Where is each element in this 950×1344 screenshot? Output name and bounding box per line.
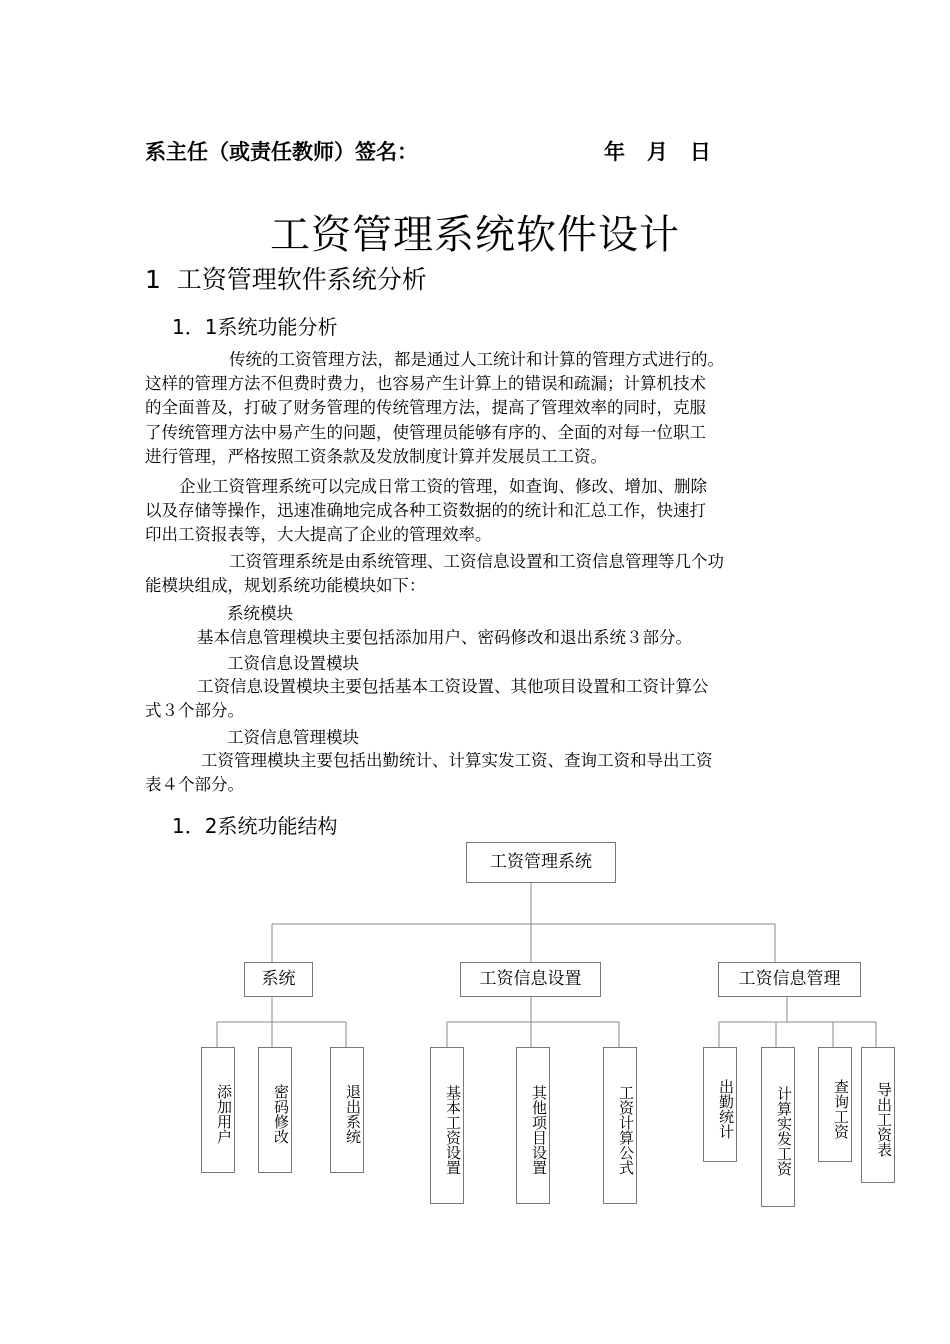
diagram-leaf-other-item-settings: 其他项目设置 [516,1047,550,1204]
diagram-leaf-salary-formula: 工资计算公式 [603,1047,637,1204]
paragraph-line: 工资信息设置模块主要包括基本工资设置、其他项目设置和工资计算公 [197,677,709,696]
diagram-group-salary-management: 工资信息管理 [718,962,861,997]
paragraph-line: 的全面普及，打破了财务管理的传统管理方法，提高了管理效率的同时，克服 [145,398,706,418]
section-heading-1-1: 1．1系统功能分析 [172,315,338,339]
paragraph-line: 式３个部分。 [145,701,244,721]
paragraph-line: 了传统管理方法中易产生的问题，使管理员能够有序的、全面的对每一位职工 [145,422,706,442]
diagram-leaf-change-password: 密码修改 [258,1047,292,1173]
diagram-leaf-export-salary-table: 导出工资表 [861,1047,895,1183]
diagram-leaf-exit-system: 退出系统 [330,1047,364,1173]
document-title: 工资管理系统软件设计 [270,212,680,258]
signature-label: 系主任（或责任教师）签名： [145,140,418,164]
diagram-root-node: 工资管理系统 [466,842,616,883]
paragraph-line: 表４个部分。 [145,775,244,795]
module-title-salary-settings: 工资信息设置模块 [227,654,359,673]
diagram-leaf-add-user: 添加用户 [201,1047,235,1173]
diagram-leaf-net-salary: 计算实发工资 [761,1047,795,1207]
module-title-system: 系统模块 [227,604,293,623]
diagram-leaf-base-salary-settings: 基本工资设置 [430,1047,464,1204]
paragraph-line: 以及存储等操作，迅速准确地完成各种工资数据的的统计和汇总工作，快速打 [145,501,706,521]
diagram-group-salary-settings: 工资信息设置 [460,962,601,997]
module-desc-system: 基本信息管理模块主要包括添加用户、密码修改和退出系统３部分。 [197,628,692,647]
section-heading-1-2: 1．2系统功能结构 [172,814,338,838]
diagram-leaf-query-salary: 查询工资 [818,1047,852,1162]
paragraph-line: 印出工资报表等，大大提高了企业的管理效率。 [145,525,492,545]
paragraph-line: 这样的管理方法不但费时费力，也容易产生计算上的错误和疏漏；计算机技术 [145,374,706,394]
paragraph-line: 企业工资管理系统可以完成日常工资的管理，如查询、修改、增加、删除 [179,477,707,496]
paragraph-line: 工资管理系统是由系统管理、工资信息设置和工资信息管理等几个功 [229,552,724,571]
section-heading-1: 1 工资管理软件系统分析 [145,265,427,294]
diagram-leaf-attendance: 出勤统计 [703,1047,737,1162]
module-title-salary-management: 工资信息管理模块 [227,728,359,747]
date-label: 年 月 日 [604,140,711,164]
paragraph-line: 工资管理模块主要包括出勤统计、计算实发工资、查询工资和导出工资 [201,751,713,770]
paragraph-line: 进行管理，严格按照工资条款及发放制度计算并发展员工工资。 [145,446,607,466]
paragraph-line: 传统的工资管理方法，都是通过人工统计和计算的管理方式进行的。 [229,350,724,369]
diagram-group-system: 系统 [244,962,313,997]
paragraph-line: 能模块组成，规划系统功能模块如下： [145,576,426,596]
